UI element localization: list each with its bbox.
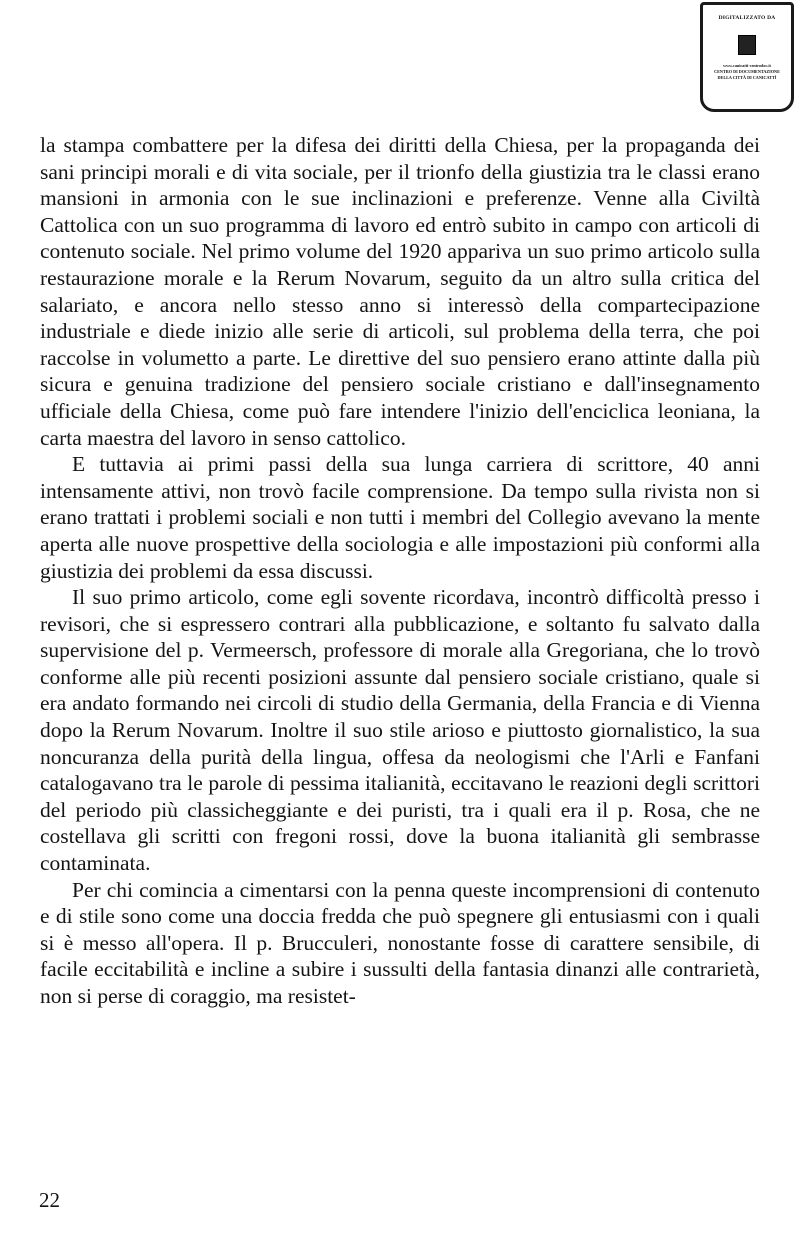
- paragraph-4: Per chi comincia a cimentarsi con la penna queste incomprensioni di contenuto e di stile sono come una doccia fredda che può spegnere gli entusiasmi con i quali si è messo all'opera. Il p. Brucculeri, nonostante fosse di carattere sensibile, di facile eccitabilità e incline a subire i sussulti della fantasia dinanzi alle contrarietà, non si perse di coraggio, ma resistet-: [40, 877, 760, 1008]
- digitization-stamp: [700, 2, 794, 112]
- stamp-line-1: CENTRO DI DOCUMENTAZIONE: [714, 69, 780, 74]
- stamp-title: DIGITALIZZATO DA: [718, 15, 776, 21]
- stamp-logo-icon: [738, 35, 756, 55]
- paragraph-1: la stampa combattere per la difesa dei diritti della Chiesa, per la propaganda dei sani principi morali e di vita sociale, per il trionfo della giustizia tra le classi erano mansioni in armonia con le sue inclinazioni e preferenze. Venne alla Civiltà Cattolica con un suo programma di lavoro ed entrò subito in campo con articoli di contenuto sociale. Nel primo volume del 1920 appariva un suo primo articolo sulla restaurazione morale e la Rerum Novarum, seguito da un altro sulla critica del salariato, e ancora nello stesso anno si interessò della compartecipazione industriale e diede inizio alle serie di articoli, sul problema della terra, che poi raccolse in volumetto a parte. Le direttive del suo pensiero erano attinte dalla più sicura e genuina tradizione del pensiero sociale cristiano e dall'insegnamento ufficiale della Chiesa, come può fare intendere l'inizio dell'enciclica leoniana, la carta maestra del lavoro in senso cattolico.: [40, 133, 760, 450]
- paragraph-2: E tuttavia ai primi passi della sua lunga carriera di scrittore, 40 anni intensamente attivi, non trovò facile comprensione. Da tempo sulla rivista non si erano trattati i problemi sociali e non tutti i membri del Collegio avevano la mente aperta alle nuove prospettive della sociologia e alle impostazioni più conformi alla giustizia dei problemi da essa discussi.: [40, 452, 760, 583]
- stamp-line-2: DELLA CITTÀ DI CANICATTÌ: [717, 75, 777, 80]
- page-number: 22: [39, 1188, 60, 1212]
- body-text: [40, 132, 760, 1010]
- stamp-url: www.canicatti-centrodoc.it: [723, 63, 771, 68]
- paragraph-3: Il suo primo articolo, come egli sovente ricordava, incontrò difficoltà presso i revisori, che si espressero contrari alla pubblicazione, e soltanto fu salvato dalla supervisione del p. Vermeersch, professore di morale alla Gregoriana, che lo trovò conforme alle più recenti posizioni assunte dal pensiero sociale cristiano, quale si era andato formando nei circoli di studio della Germania, della Francia e di Vienna dopo la Rerum Novarum. Inoltre il suo stile arioso e piuttosto giornalistico, la sua noncuranza della purità della lingua, offesa da neologismi che l'Arli e Fanfani catalogavano tra le parole di pessima italianità, eccitavano le reazioni degli scrittori del periodo più classicheggiante e dei puristi, tra i quali era il p. Rosa, che ne costellava gli scritti con fregoni rossi, dove la buona italianità gli sembrasse contaminata.: [40, 585, 760, 876]
